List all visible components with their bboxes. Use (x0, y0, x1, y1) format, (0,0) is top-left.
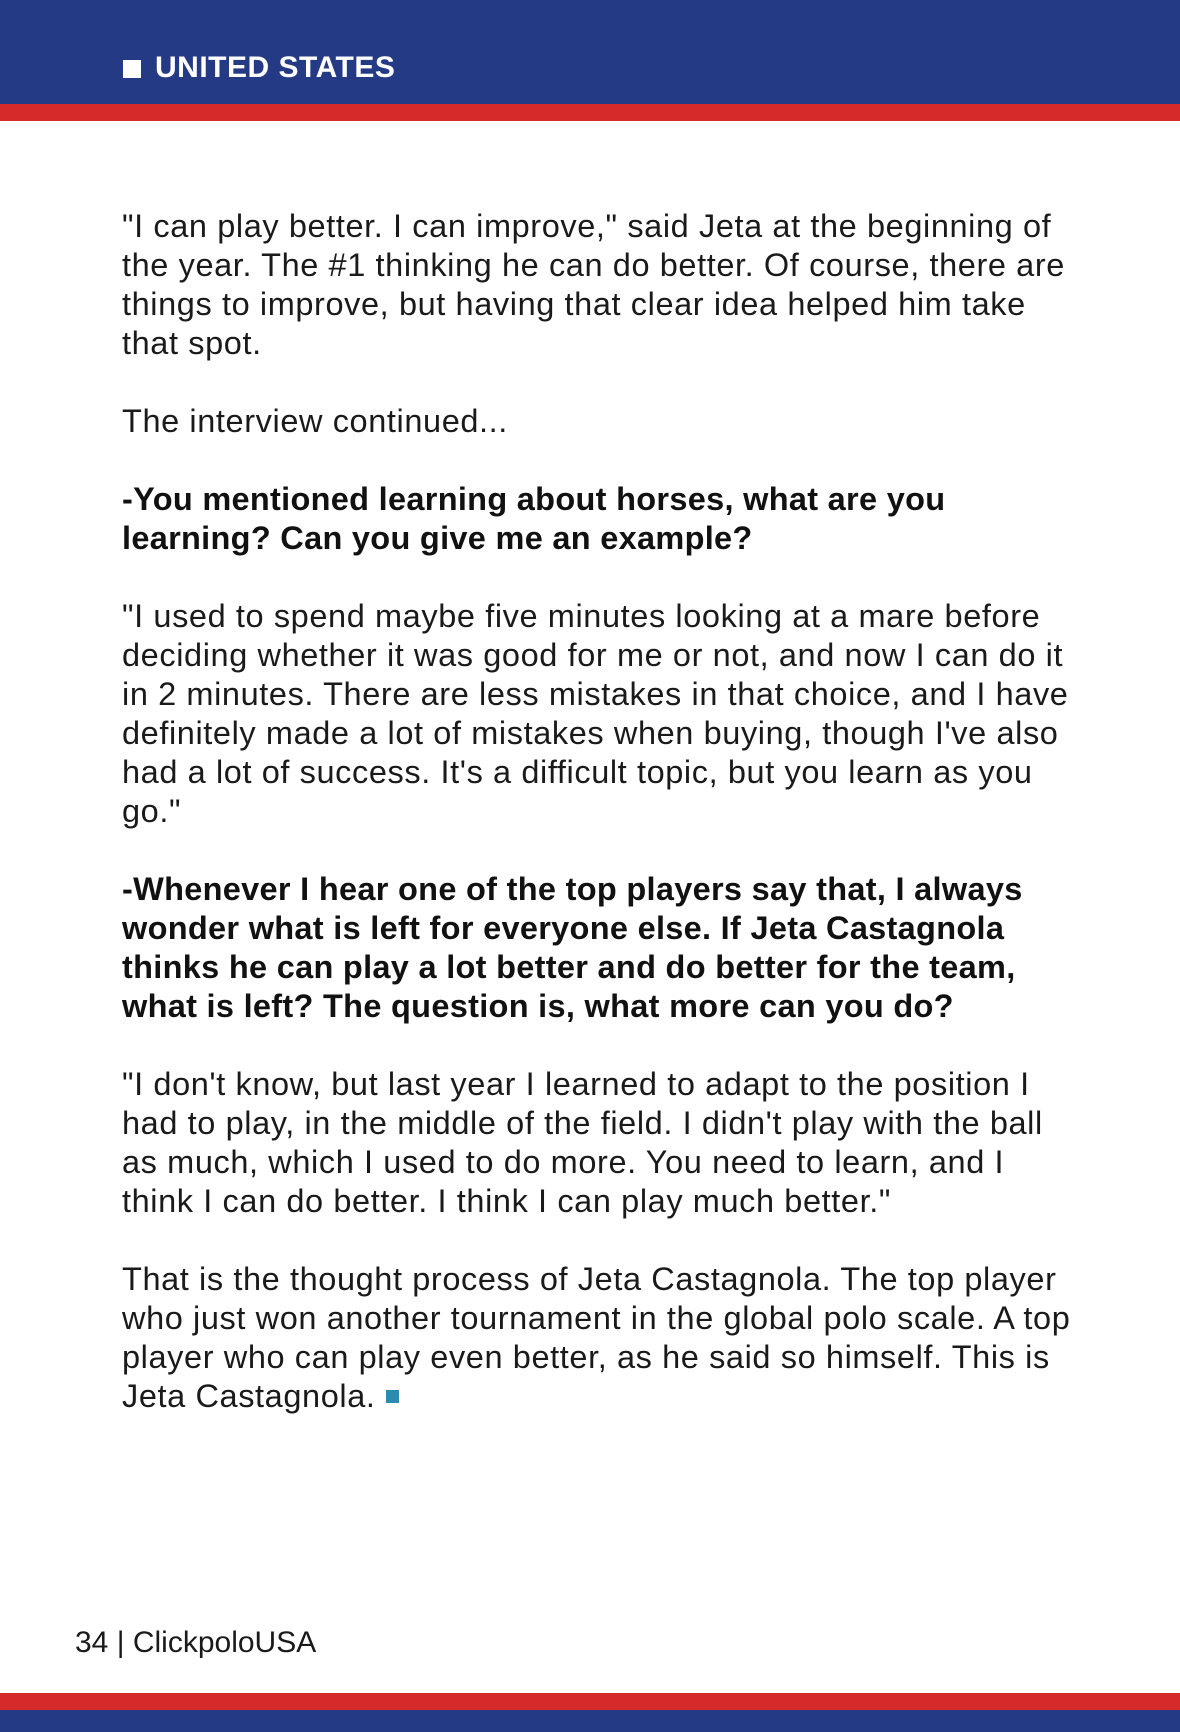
interview-question-horses: -You mentioned learning about horses, what are you learning? Can you give me an example? (122, 481, 946, 556)
footer-band (0, 1710, 1180, 1732)
header-stripe (0, 104, 1180, 121)
answer-horses: "I used to spend maybe five minutes looking at a mare before deciding whether it was good for me or not, and now I can do it in 2 minutes. There are less mistakes in that choice, and I have definitely made a lot of mistakes when buying, though I've also had a lot of success. It's a difficult topic, but you learn as you go." (122, 598, 1069, 829)
paragraph-conclusion (122, 1260, 1072, 1416)
answer-what-more: "I don't know, but last year I learned to adapt to the position I had to play, in the middle of the field. I didn't play with the ball as much, which I used to do more. You need to learn, and I think I can do better. I think I can play much better." (122, 1066, 1043, 1219)
paragraph-intro-quote: "I can play better. I can improve," said Jeta at the beginning of the year. The #1 thinking he can do better. Of course, there are things to improve, but having that clear idea helped him take that spot. (122, 208, 1065, 361)
end-of-article-mark (386, 1390, 399, 1403)
page-footer: 34 | ClickpoloUSA (75, 1626, 317, 1659)
section-marker-square (123, 60, 141, 78)
paragraph-transition: The interview continued... (122, 403, 508, 439)
interview-question-what-more: -Whenever I hear one of the top players say that, I always wonder what is left for everyone else. If Jeta Castagnola thinks he can play a lot better and do better for the team, what is left? The question is, what more can you do? (122, 871, 1023, 1024)
footer-stripe (0, 1693, 1180, 1710)
article-body (122, 207, 1072, 1455)
section-label: UNITED STATES (155, 51, 396, 84)
conclusion-text: That is the thought process of Jeta Castagnola. The top player who just won another tournament in the global polo scale. A top player who can play even better, as he said so himself. This is Jeta Castagnola. (122, 1261, 1071, 1414)
